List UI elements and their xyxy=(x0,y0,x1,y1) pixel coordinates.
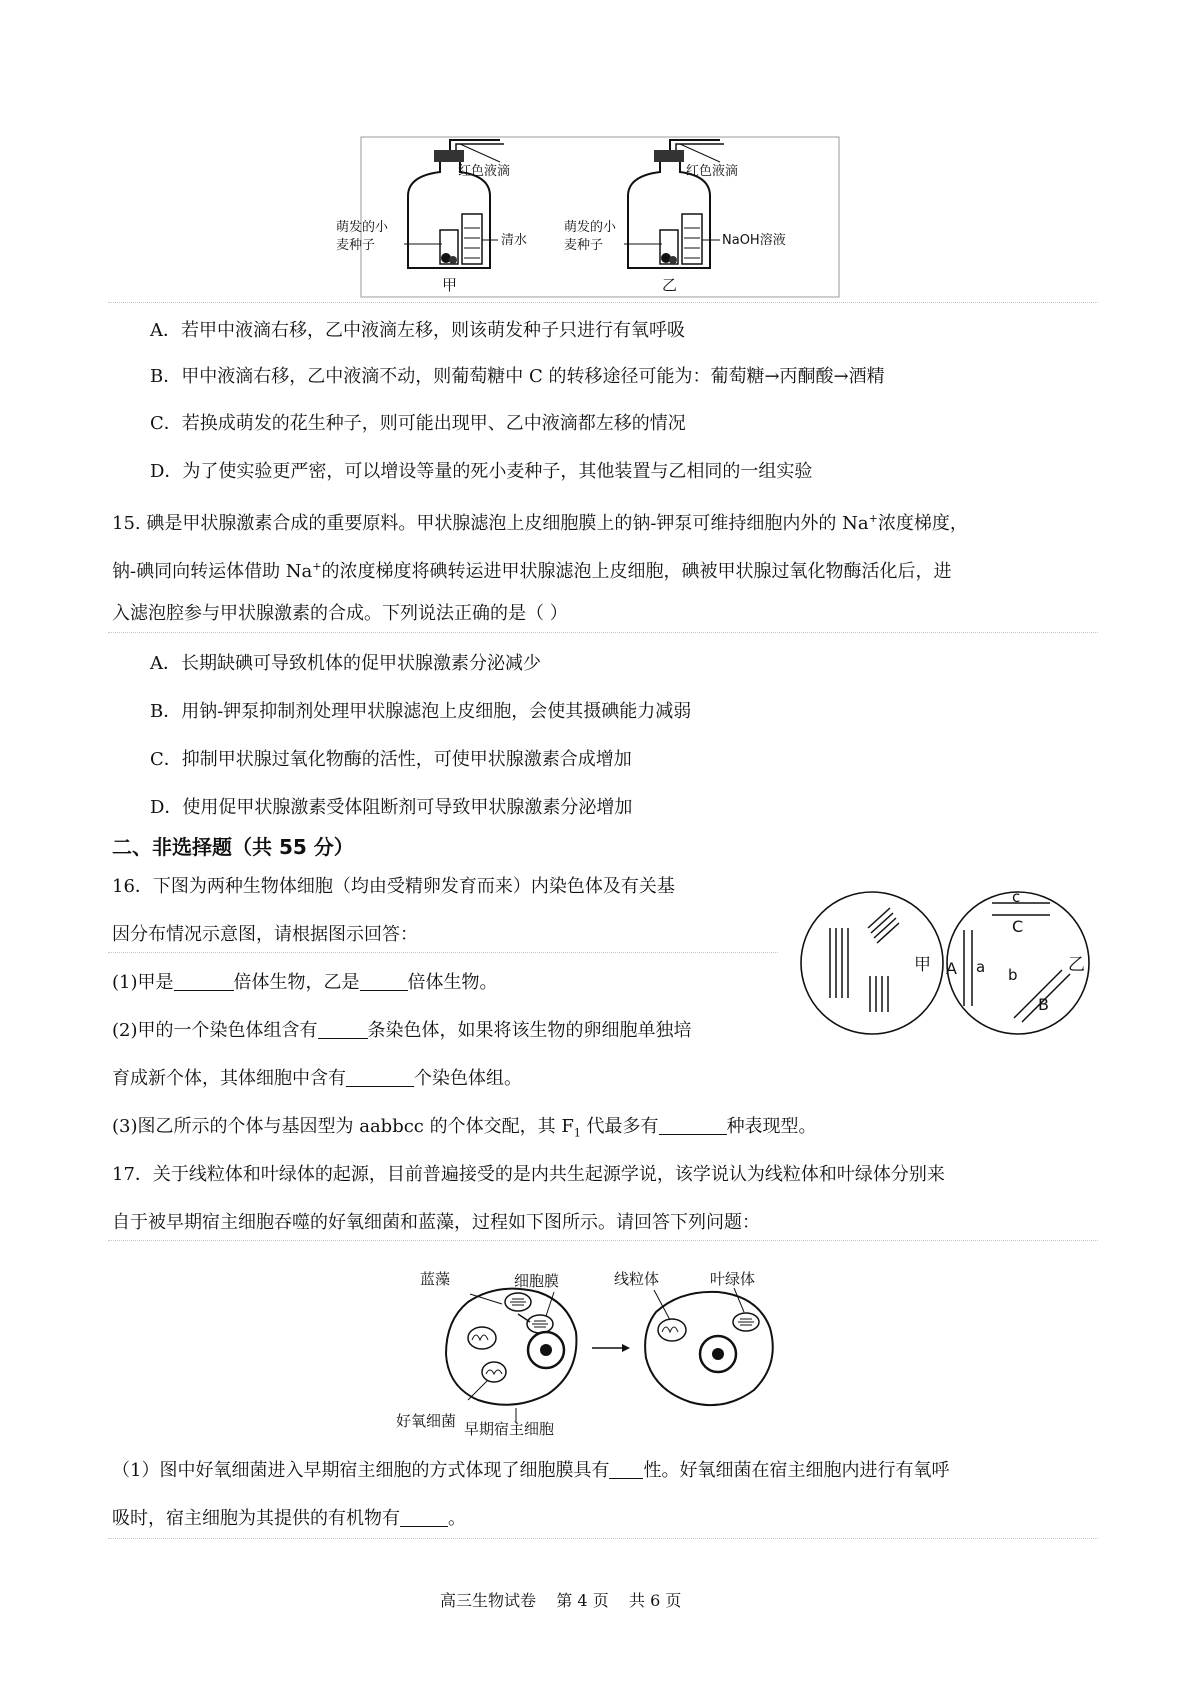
respiration-apparatus-figure xyxy=(336,136,850,304)
answer-blank[interactable] xyxy=(609,1460,643,1479)
q15-stem-line3: 入滤泡腔参与甲状腺激素的合成。下列说法正确的是（ ） xyxy=(112,603,568,624)
chromosomes-jia xyxy=(830,908,899,1012)
label-yi: 乙 xyxy=(662,276,678,294)
label-jia: 甲 xyxy=(914,955,931,975)
label-jia: 甲 xyxy=(442,276,458,294)
q15-option-c: C．抑制甲状腺过氧化物酶的活性，可使甲状腺激素合成增加 xyxy=(150,749,632,770)
gene-a: a xyxy=(976,958,986,976)
page-footer: 高三生物试卷 第 4 页 共 6 页 xyxy=(440,1591,682,1610)
answer-blank[interactable] xyxy=(346,1068,414,1087)
answer-blank[interactable] xyxy=(318,1020,368,1039)
q14-option-c: C．若换成萌发的花生种子，则可能出现甲、乙中液滴都左移的情况 xyxy=(150,413,686,434)
q16-part2-line1: (2)甲的一个染色体组含有 条染色体，如果将该生物的卵细胞单独培 xyxy=(112,1020,692,1041)
divider xyxy=(108,1538,1098,1539)
bottle-jia xyxy=(404,140,504,268)
q16-stem-line1: 16．下图为两种生物体细胞（均由受精卵发育而来）内染色体及有关基 xyxy=(112,876,675,897)
q16-part3: (3)图乙所示的个体与基因型为 aabbcc 的个体交配，其 $F_1$ 代最多有 种表现型。 xyxy=(112,1116,817,1140)
q17-part1-line1: （1）图中好氧细菌进入早期宿主细胞的方式体现了细胞膜具有 性。好氧细菌在宿主细胞内进行有氧呼 xyxy=(112,1460,950,1481)
answer-blank[interactable] xyxy=(400,1508,448,1527)
label-mitochondria: 线粒体 xyxy=(614,1270,660,1288)
q17-part1-line2: 吸时，宿主细胞为其提供的有机物有 。 xyxy=(112,1508,466,1529)
label-naoh: NaOH溶液 xyxy=(722,233,786,248)
label-seed-a-yi: 萌发的小 xyxy=(564,220,617,235)
label-yi: 乙 xyxy=(1068,955,1085,975)
divider xyxy=(108,302,1098,303)
answer-blank[interactable] xyxy=(360,972,408,991)
divider xyxy=(108,632,1098,633)
label-chloroplast: 叶绿体 xyxy=(710,1270,756,1288)
early-host-cell xyxy=(446,1289,576,1405)
label-aerobic-bacteria: 好氧细菌 xyxy=(396,1412,457,1430)
label-water: 清水 xyxy=(501,233,528,248)
section-heading: 二、非选择题（共 55 分） xyxy=(112,835,354,859)
q14-option-d: D．为了使实验更严密，可以增设等量的死小麦种子，其他装置与乙相同的一组实验 xyxy=(150,461,813,482)
q16-stem-line2: 因分布情况示意图，请根据图示回答： xyxy=(112,924,418,945)
chromosome-figure xyxy=(800,888,1100,1038)
gene-b: b xyxy=(1008,966,1018,984)
q15-stem-line1: 15. 碘是甲状腺激素合成的重要原料。甲状腺滤泡上皮细胞膜上的钠-钾泵可维持细胞内外的 Na+浓度梯度， xyxy=(112,512,968,534)
q14-option-b: B．甲中液滴右移，乙中液滴不动，则葡萄糖中 C 的转移途径可能为：葡萄糖→丙酮酸→酒精 xyxy=(150,366,885,387)
label-host-cell: 早期宿主细胞 xyxy=(464,1420,555,1438)
label-seed-a-jia: 萌发的小 xyxy=(336,220,389,235)
bottle-yi xyxy=(624,140,724,268)
gene-B: B xyxy=(1038,995,1049,1014)
gene-C: C xyxy=(1012,917,1024,936)
q15-option-b: B．用钠-钾泵抑制剂处理甲状腺滤泡上皮细胞，会使其摄碘能力减弱 xyxy=(150,701,692,722)
q15-option-a: A．长期缺碘可导致机体的促甲状腺激素分泌减少 xyxy=(150,653,541,674)
label-red-drop-yi: 红色液滴 xyxy=(686,164,739,179)
answer-blank[interactable] xyxy=(174,972,234,991)
arrow-icon xyxy=(592,1344,630,1352)
gene-c: c xyxy=(1012,888,1021,906)
q14-option-a: A．若甲中液滴右移，乙中液滴左移，则该萌发种子只进行有氧呼吸 xyxy=(150,320,685,341)
label-membrane: 细胞膜 xyxy=(514,1272,560,1290)
q15-option-d: D．使用促甲状腺激素受体阻断剂可导致甲状腺激素分泌增加 xyxy=(150,797,633,818)
q17-stem-line2: 自于被早期宿主细胞吞噬的好氧细菌和蓝藻，过程如下图所示。请回答下列问题： xyxy=(112,1212,760,1233)
label-cyanobacteria: 蓝藻 xyxy=(420,1270,451,1288)
label-red-drop-jia: 红色液滴 xyxy=(458,164,511,179)
q17-stem-line1: 17．关于线粒体和叶绿体的起源，目前普遍接受的是内共生起源学说，该学说认为线粒体和叶绿体分别来 xyxy=(112,1164,945,1185)
q16-part2-line2: 育成新个体，其体细胞中含有 个染色体组。 xyxy=(112,1068,522,1089)
q16-part1: (1)甲是 倍体生物，乙是 倍体生物。 xyxy=(112,972,498,993)
answer-blank[interactable] xyxy=(659,1116,727,1135)
divider xyxy=(108,952,778,953)
q15-stem-line2: 钠-碘同向转运体借助 Na+的浓度梯度将碘转运进甲状腺滤泡上皮细胞，碘被甲状腺过氧化物酶活化后，进 xyxy=(112,560,952,582)
label-seed-b-jia: 麦种子 xyxy=(336,238,376,253)
divider xyxy=(108,1240,1098,1241)
gene-A: A xyxy=(946,959,957,978)
label-seed-b-yi: 麦种子 xyxy=(564,238,604,253)
endosymbiosis-figure xyxy=(396,1262,798,1438)
